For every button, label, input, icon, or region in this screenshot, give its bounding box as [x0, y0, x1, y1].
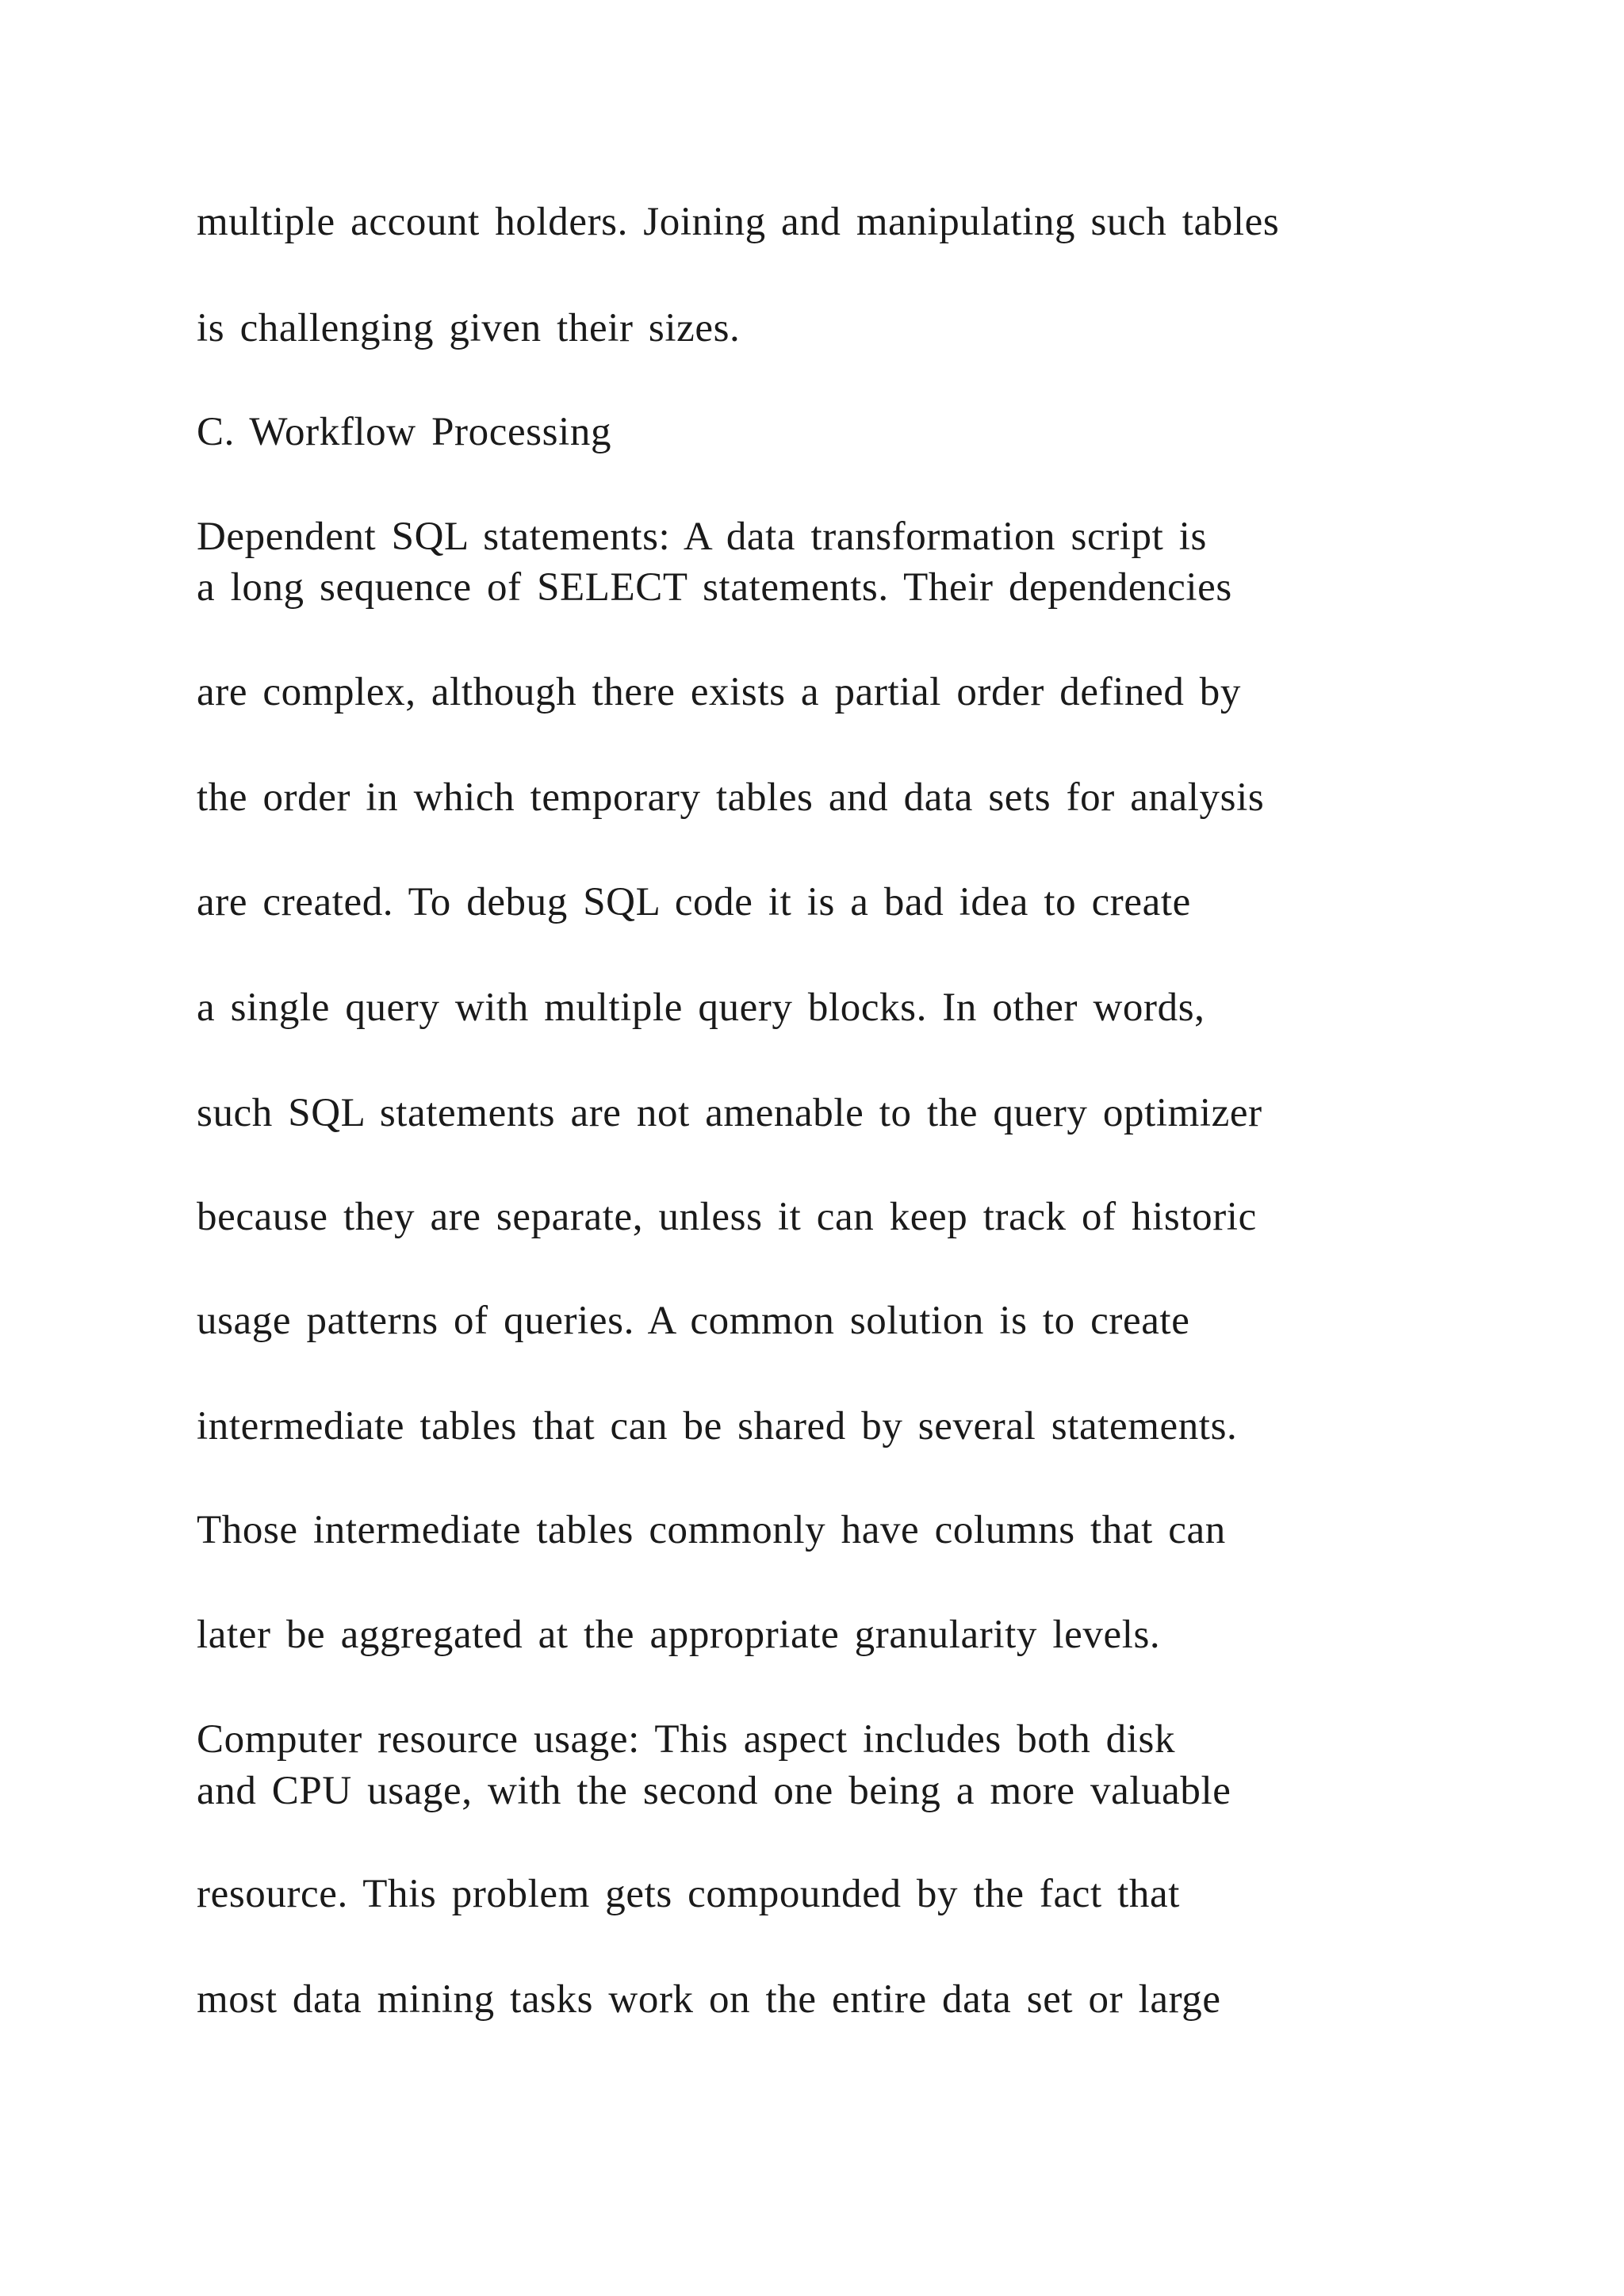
text-line: intermediate tables that can be shared by several statements.	[197, 1404, 1238, 1448]
text-line: are created. To debug SQL code it is a bad idea to create	[197, 880, 1191, 924]
text-line: multiple account holders. Joining and manipulating such tables	[197, 200, 1280, 244]
text-line: are complex, although there exists a partial order defined by	[197, 670, 1241, 714]
text-line: Computer resource usage: This aspect includes both disk	[197, 1717, 1176, 1762]
text-line: a long sequence of SELECT statements. Their dependencies	[197, 565, 1232, 610]
text-line: a single query with multiple query blocks. In other words,	[197, 985, 1205, 1030]
text-line: Dependent SQL statements: A data transformation script is	[197, 515, 1207, 559]
text-line: such SQL statements are not amenable to the query optimizer	[197, 1091, 1262, 1135]
text-line: most data mining tasks work on the entire data set or large	[197, 1977, 1221, 2022]
text-line: because they are separate, unless it can keep track of historic	[197, 1195, 1257, 1239]
text-line: resource. This problem gets compounded by the fact that	[197, 1872, 1180, 1916]
text-line: the order in which temporary tables and data sets for analysis	[197, 775, 1265, 820]
text-line: and CPU usage, with the second one being a more valuable	[197, 1769, 1231, 1813]
text-line: Those intermediate tables commonly have columns that can	[197, 1508, 1226, 1552]
text-line: later be aggregated at the appropriate granularity levels.	[197, 1613, 1161, 1657]
text-line: is challenging given their sizes.	[197, 306, 741, 350]
section-heading: C. Workflow Processing	[197, 410, 612, 454]
text-line: usage patterns of queries. A common solution is to create	[197, 1299, 1190, 1343]
